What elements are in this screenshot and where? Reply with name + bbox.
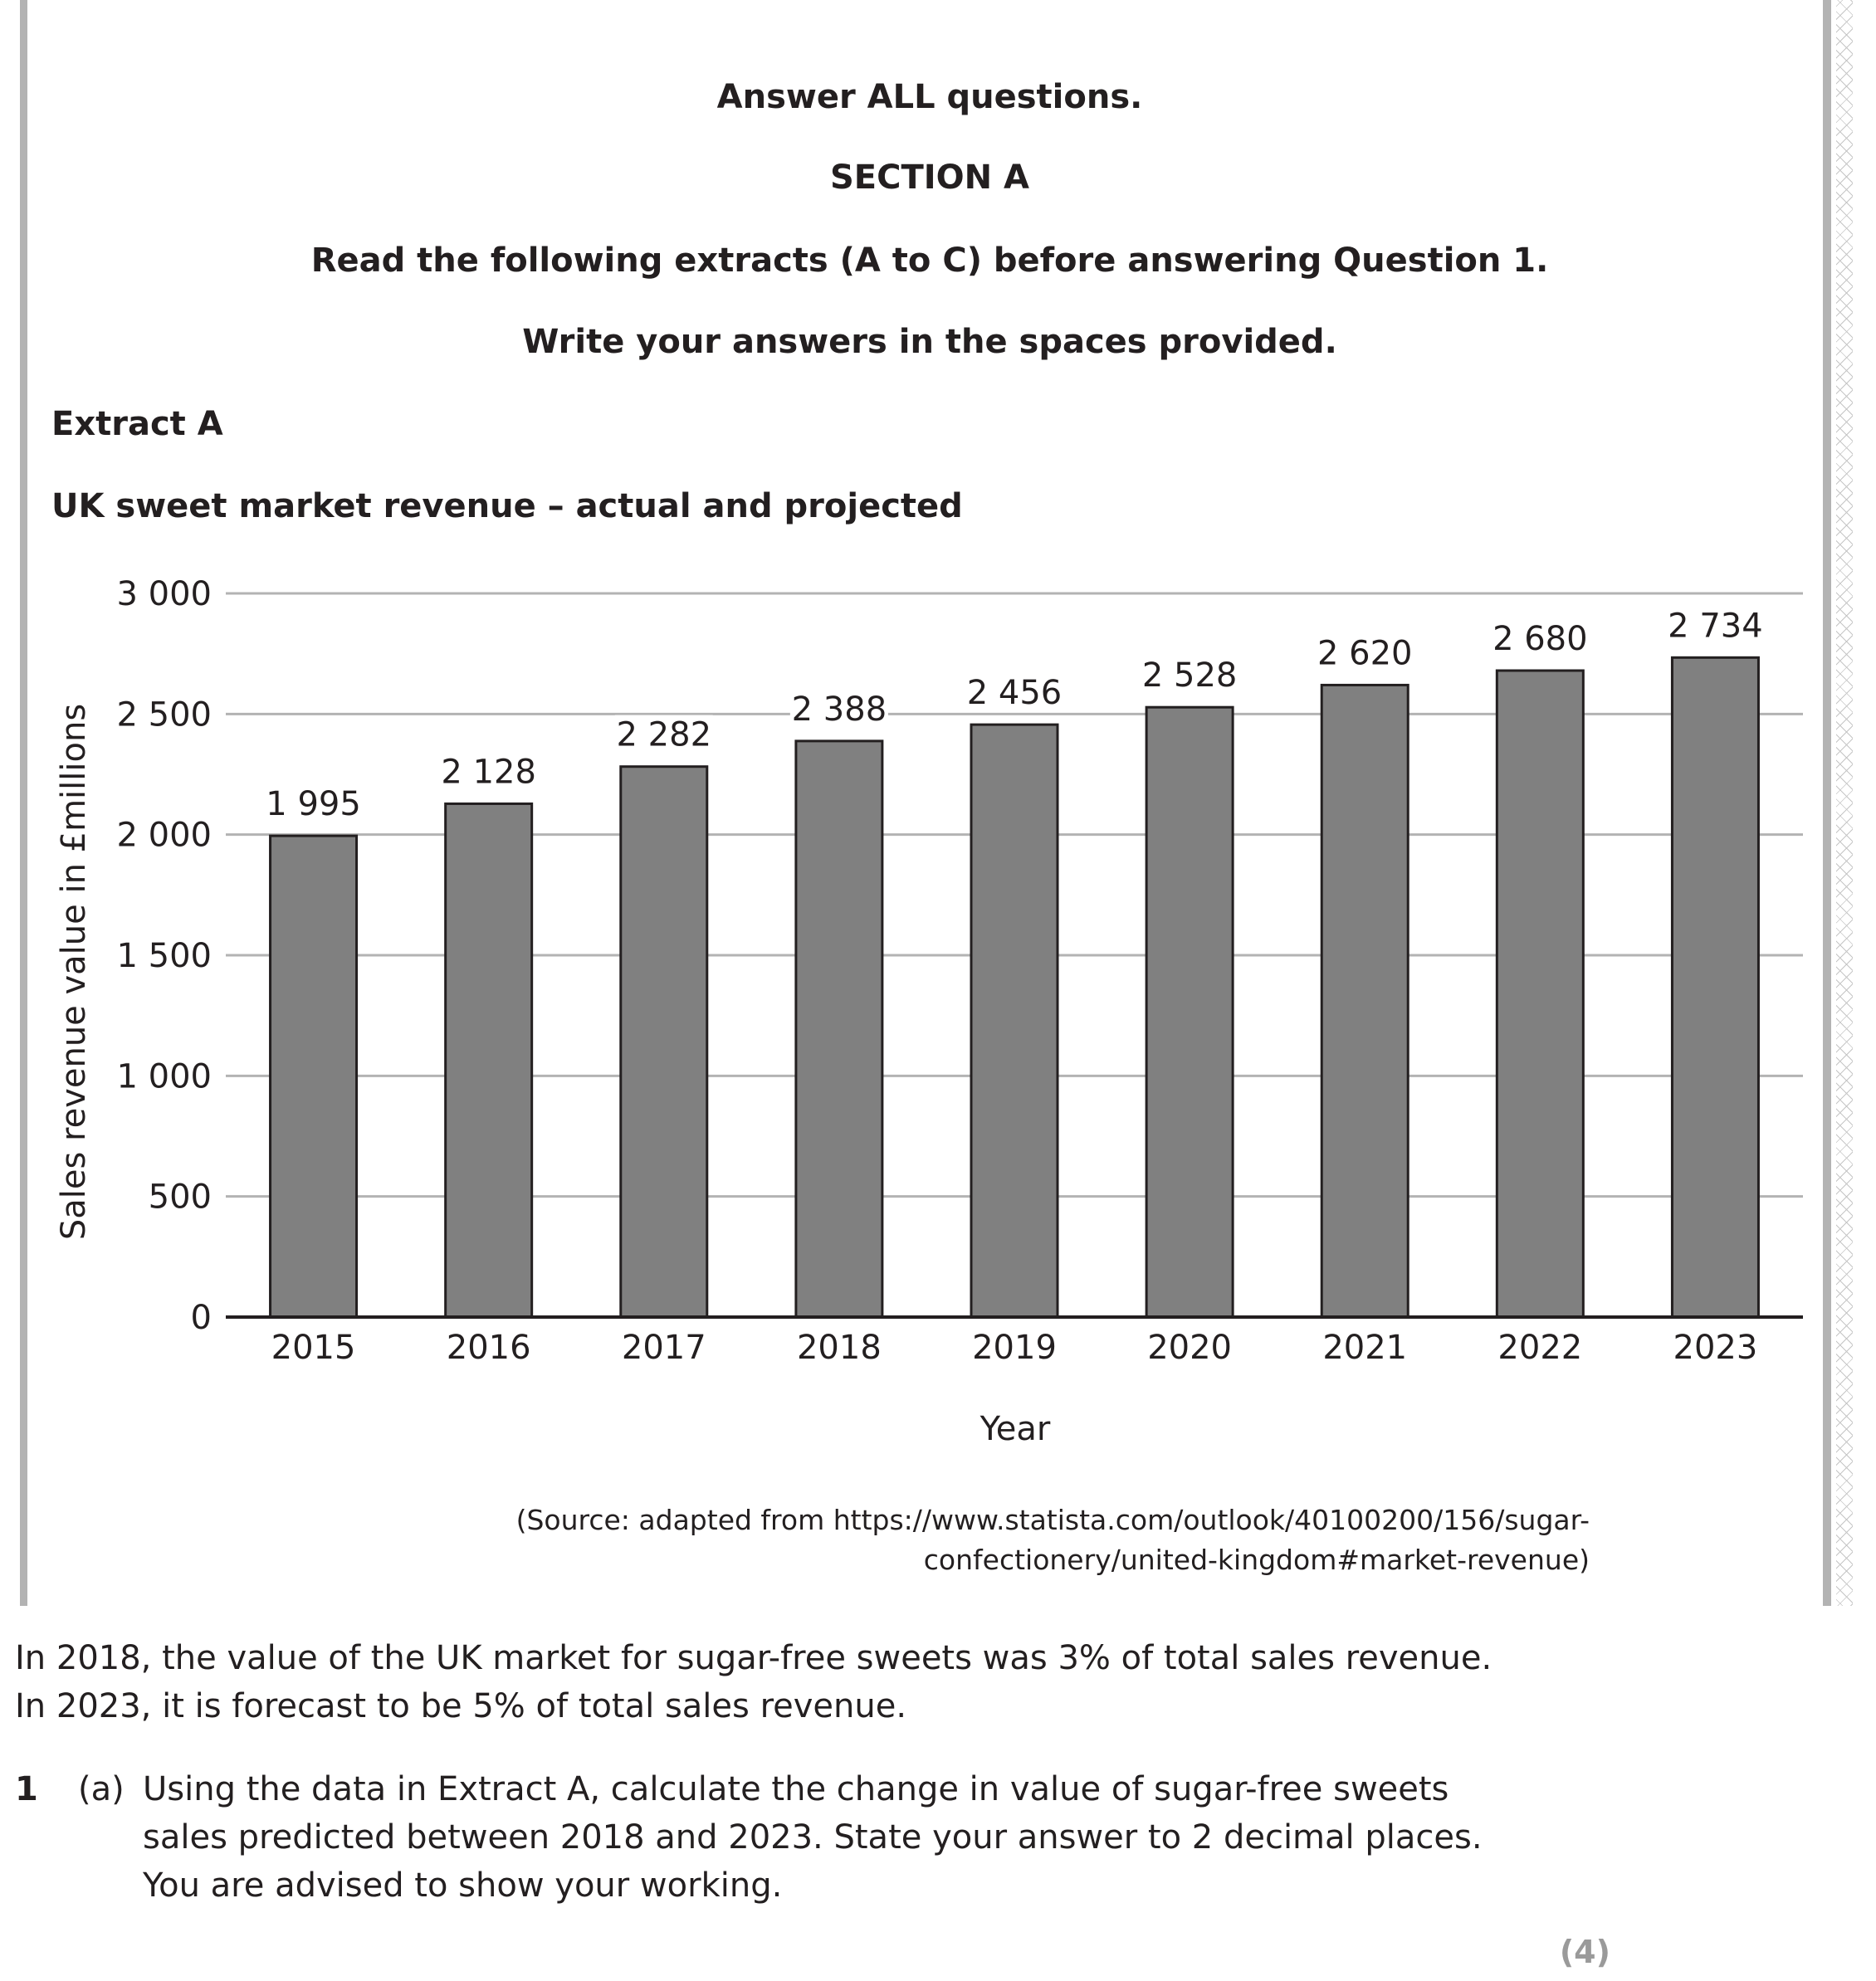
bar xyxy=(1146,707,1233,1317)
data-label: 2 734 xyxy=(1668,607,1763,646)
data-label: 2 282 xyxy=(616,715,712,754)
data-label: 2 388 xyxy=(791,690,887,729)
question-part: (a) xyxy=(78,1770,125,1808)
x-tick-label: 2019 xyxy=(972,1329,1057,1367)
x-tick-label: 2022 xyxy=(1497,1329,1583,1367)
x-axis-title: Year xyxy=(980,1410,1051,1444)
x-tick-label: 2021 xyxy=(1322,1329,1408,1367)
source-citation xyxy=(516,1500,1590,1580)
y-tick-label: 1 500 xyxy=(116,937,212,975)
revenue-bar-chart xyxy=(0,548,1826,1444)
question-line-1: Using the data in Extract A, calculate the change in value of sugar-free sweets xyxy=(143,1770,1449,1808)
x-tick-label: 2018 xyxy=(796,1329,882,1367)
y-tick-label: 0 xyxy=(190,1299,212,1337)
instruction-answer-all: Answer ALL questions. xyxy=(716,78,1143,116)
x-tick-label: 2016 xyxy=(446,1329,531,1367)
x-tick-label: 2020 xyxy=(1147,1329,1233,1367)
context-line-1: In 2018, the value of the UK market for sugar-free sweets was 3% of total sales revenue. xyxy=(15,1639,1492,1677)
x-tick-label: 2015 xyxy=(271,1329,356,1367)
bar xyxy=(971,725,1058,1317)
data-label: 1 995 xyxy=(266,785,361,824)
section-heading: SECTION A xyxy=(829,159,1030,197)
y-tick-label: 500 xyxy=(148,1178,212,1217)
instruction-write-answers: Write your answers in the spaces provided. xyxy=(522,323,1337,361)
bar xyxy=(446,803,532,1317)
x-tick-label: 2023 xyxy=(1673,1329,1758,1367)
data-label: 2 128 xyxy=(441,753,536,792)
data-label: 2 620 xyxy=(1317,634,1413,673)
data-label: 2 680 xyxy=(1492,620,1588,659)
bar xyxy=(1497,671,1583,1317)
question-text xyxy=(143,1765,1604,1910)
question-number: 1 xyxy=(15,1770,38,1808)
x-tick-label: 2017 xyxy=(621,1329,706,1367)
marks-allocation: (4) xyxy=(1559,1934,1610,1970)
data-label: 2 528 xyxy=(1141,656,1238,695)
question-line-3: You are advised to show your working. xyxy=(143,1866,783,1905)
y-tick-label: 3 000 xyxy=(116,575,212,613)
context-paragraph xyxy=(15,1634,1841,1730)
source-line-1: (Source: adapted from https://www.statista.com/outlook/40100200/156/sugar- xyxy=(515,1504,1590,1536)
y-tick-label: 2 000 xyxy=(116,816,212,855)
extract-label: Extract A xyxy=(51,405,223,443)
source-line-2: confectionery/united-kingdom#market-revenue) xyxy=(923,1544,1590,1576)
context-line-2: In 2023, it is forecast to be 5% of total sales revenue. xyxy=(15,1687,907,1725)
bar xyxy=(1322,685,1408,1317)
question-line-2: sales predicted between 2018 and 2023. State your answer to 2 decimal places. xyxy=(143,1818,1483,1857)
bar xyxy=(796,741,882,1317)
bar xyxy=(271,836,357,1317)
instruction-read-extracts: Read the following extracts (A to C) before answering Question 1. xyxy=(310,242,1549,280)
y-axis-title: Sales revenue value in £millions xyxy=(55,703,93,1241)
y-tick-label: 1 000 xyxy=(116,1057,212,1096)
y-tick-label: 2 500 xyxy=(116,695,212,734)
bar xyxy=(621,767,707,1317)
bar xyxy=(1672,657,1758,1317)
chart-title: UK sweet market revenue – actual and projected xyxy=(51,487,963,525)
data-label: 2 456 xyxy=(966,674,1063,713)
